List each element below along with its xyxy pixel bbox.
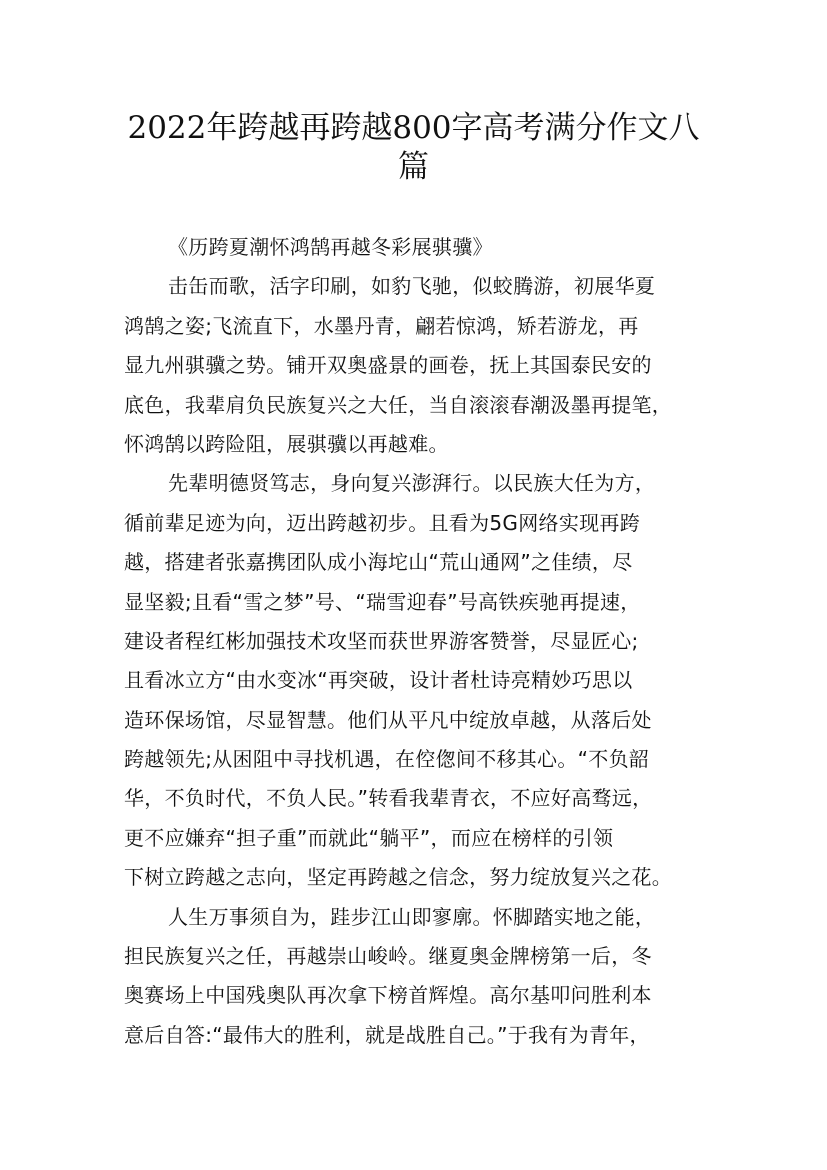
paragraph-line: 越，搭建者张嘉携团队成小海坨山“荒山通网”之佳绩，尽 [124,550,633,575]
paragraph-1 [124,267,714,464]
paragraph-line: 跨越领先;从困阻中寻找机遇，在倥偬间不移其心。“不负韶 [124,747,650,772]
paragraph-line: 意后自答:“最伟大的胜利，就是战胜自己。”于我有为青年， [124,1022,650,1047]
paragraph-3 [124,898,714,1056]
paragraph-line: 奥赛场上中国残奥队再次拿下榜首辉煌。高尔基叩问胜利本 [124,983,652,1008]
document-body [124,228,714,1055]
paragraph-line: 先辈明德贤笃志，身向复兴澎湃行。以民族大任为方， [168,471,656,496]
paragraph-line: 华，不负时代，不负人民。”转看我辈青衣，不应好高骛远， [124,786,653,811]
paragraph-line: 更不应嫌弃“担子重”而就此“躺平”，而应在榜样的引领 [124,825,614,850]
paragraph-line: 建设者程红彬加强技术攻坚而获世界游客赞誉，尽显匠心; [124,628,639,653]
paragraph-line: 怀鸿鹄以跨险阻，展骐骥以再越难。 [124,431,449,456]
paragraph-line: 造环保场馆，尽显智慧。他们从平凡中绽放卓越，从落后处 [124,707,652,732]
paragraph-line: 循前辈足迹为向，迈出跨越初步。且看为5G网络实现再跨 [124,510,641,535]
essay-subtitle: 《历跨夏潮怀鸿鹄再越冬彩展骐骥》 [168,235,493,259]
paragraph-line: 担民族复兴之任，再越崇山峻岭。继夏奥金牌榜第一后，冬 [124,944,652,969]
document-title [80,100,747,186]
paragraph-2 [124,464,714,897]
paragraph-line: 显坚毅;且看“雪之梦”号、“瑞雪迎春”号高铁疾驰再提速， [124,589,641,614]
paragraph-line: 下树立跨越之志向，坚定再跨越之信念，努力绽放复兴之花。 [124,865,673,890]
title-line: 2022年跨越再跨越800字高考满分作文八 [127,110,700,146]
paragraph-line: 且看冰立方“由水变冰“再突破，设计者杜诗亮精妙巧思以 [124,668,633,693]
paragraph-line: 底色，我辈肩负民族复兴之大任，当自滚滚春潮汲墨再提笔， [124,392,673,417]
paragraph-line: 击缶而歌，活字印刷，如豹飞驰，似蛟腾游，初展华夏 [168,274,656,299]
title-line: 篇 [398,149,429,186]
paragraph-line: 显九州骐骥之势。铺开双奥盛景的画卷，抚上其国泰民安的 [124,353,652,378]
paragraph-line: 鸿鹄之姿;飞流直下，水墨丹青，翩若惊鸿，矫若游龙，再 [124,313,639,338]
paragraph-line: 人生万事须自为，跬步江山即寥廓。怀脚踏实地之能， [168,904,656,929]
